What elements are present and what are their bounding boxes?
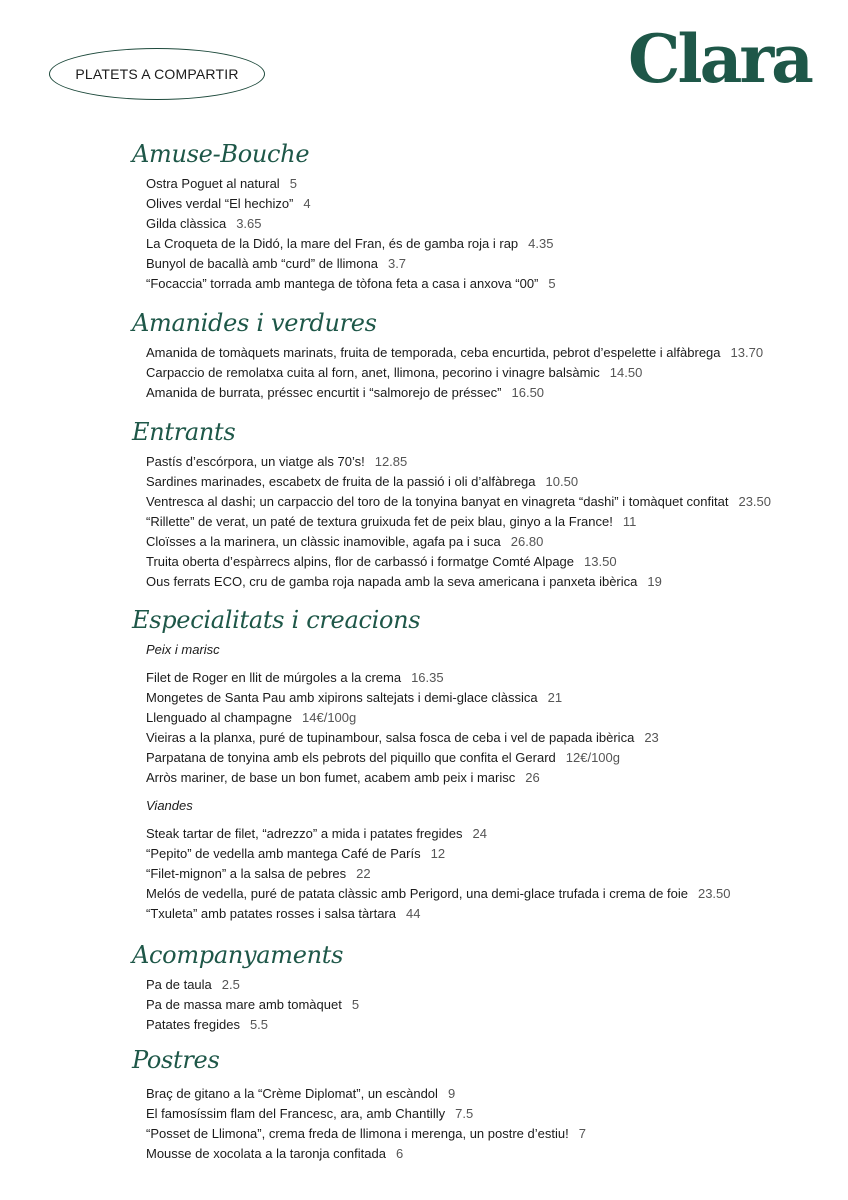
menu-item (146, 1084, 586, 1104)
menu-item (146, 748, 731, 768)
menu-item (146, 904, 731, 924)
menu-item (146, 995, 359, 1015)
item-price: 14.50 (609, 365, 643, 380)
item-name: Cloïsses a la marinera, un clàssic inamovible, agafa pa i suca (146, 534, 501, 549)
menu-item (146, 975, 359, 995)
item-name: Ous ferrats ECO, cru de gamba roja napada amb la seva americana i panxeta ibèrica (146, 574, 638, 589)
item-price: 5 (548, 276, 556, 291)
item-name: Parpatana de tonyina amb els pebrots del piquillo que confita el Gerard (146, 750, 556, 765)
item-price: 6 (395, 1146, 404, 1161)
item-price: 5.5 (249, 1017, 269, 1032)
item-price: 13.70 (730, 345, 764, 360)
item-name: Pa de taula (146, 977, 212, 992)
item-name: Bunyol de bacallà amb “curd” de llimona (146, 256, 378, 271)
item-price: 14€/100g (302, 710, 357, 725)
section-title: Amuse-Bouche (132, 140, 310, 168)
item-price: 11 (622, 514, 637, 529)
item-name: Pa de massa mare amb tomàquet (146, 997, 342, 1012)
item-name: Vieiras a la planxa, puré de tupinambour, salsa fosca de ceba i vel de papada ibèrica (146, 730, 635, 745)
item-price: 3.65 (236, 216, 262, 231)
menu-item (146, 214, 556, 234)
item-name: Filet de Roger en llit de múrgoles a la crema (146, 670, 402, 685)
section-badge: PLATETS A COMPARTIR (49, 48, 265, 100)
section-title: Entrants (132, 418, 236, 446)
menu-item (146, 728, 731, 748)
restaurant-logo: Clara (628, 20, 811, 98)
menu-item (146, 1104, 586, 1124)
item-price: 3.7 (387, 256, 407, 271)
item-name: “Filet-mignon” a la salsa de pebres (146, 866, 347, 881)
menu-item (146, 668, 731, 688)
menu-item (146, 174, 556, 194)
item-name: “Txuleta” amb patates rosses i salsa tàrtara (146, 906, 396, 921)
item-name: La Croqueta de la Didó, la mare del Fran, és de gamba roja i rap (146, 236, 519, 251)
menu-item (146, 688, 731, 708)
menu-item (146, 512, 771, 532)
item-price: 4.35 (528, 236, 554, 251)
item-price: 23.50 (738, 494, 772, 509)
section-title: Acompanyaments (132, 941, 344, 969)
item-name: Braç de gitano a la “Crème Diplomat”, un escàndol (146, 1086, 438, 1101)
item-name: Llenguado al champagne (146, 710, 293, 725)
item-name: Ventresca al dashi; un carpaccio del toro de la tonyina banyat en vinagreta “dashi” i tomàquet confitat (146, 494, 729, 509)
subgroup-title: Peix i marisc (146, 642, 220, 657)
item-name: Patates fregides (146, 1017, 240, 1032)
menu-item (146, 452, 771, 472)
menu-item (146, 1124, 586, 1144)
menu-item (146, 274, 556, 294)
item-price: 13.50 (584, 554, 617, 569)
item-price: 4 (303, 196, 311, 211)
menu-item (146, 383, 763, 403)
subgroup-peix (146, 640, 731, 788)
menu-item (146, 343, 763, 363)
item-name: Carpaccio de remolatxa cuita al forn, anet, llimona, pecorino i vinagre balsàmic (146, 365, 600, 380)
item-name: Amanida de tomàquets marinats, fruita de temporada, ceba encurtida, pebrot d’espelette i alfàbrega (146, 345, 721, 360)
item-price: 26.80 (510, 534, 544, 549)
item-price: 5 (351, 997, 360, 1012)
item-name: “Rillette” de verat, un paté de textura gruixuda fet de peix blau, ginyo a la France! (146, 514, 613, 529)
section-title: Especialitats i creacions (132, 606, 421, 634)
item-name: Ostra Poguet al natural (146, 176, 280, 191)
item-name: “Focaccia” torrada amb mantega de tòfona feta a casa i anxova “00” (146, 276, 539, 291)
item-price: 10.50 (545, 474, 579, 489)
item-price: 26 (525, 770, 540, 785)
section-title: Postres (132, 1046, 220, 1074)
item-price: 23 (644, 730, 659, 745)
item-name: Mongetes de Santa Pau amb xipirons saltejats i demi-glace clàssica (146, 690, 538, 705)
menu-item (146, 844, 731, 864)
menu-item (146, 363, 763, 383)
menu-item (146, 708, 731, 728)
item-price: 7 (578, 1126, 586, 1141)
menu-item (146, 1144, 586, 1164)
menu-item (146, 532, 771, 552)
item-name: “Pepito” de vedella amb mantega Café de París (146, 846, 421, 861)
item-name: Steak tartar de filet, “adrezzo” a mida i patates fregides (146, 826, 463, 841)
item-price: 16.50 (511, 385, 545, 400)
menu-item (146, 492, 771, 512)
item-name: “Posset de Llimona”, crema freda de llimona i merenga, un postre d’estiu! (146, 1126, 569, 1141)
item-name: Olives verdal “El hechizo” (146, 196, 294, 211)
item-name: Sardines marinades, escabetx de fruita de la passió i oli d’alfàbrega (146, 474, 536, 489)
item-name: Arròs mariner, de base un bon fumet, acabem amb peix i marisc (146, 770, 516, 785)
item-price: 2.5 (221, 977, 240, 992)
item-price: 22 (356, 866, 371, 881)
item-name: Pastís d’escórpora, un viatge als 70’s! (146, 454, 365, 469)
menu-item (146, 552, 771, 572)
item-name: Melós de vedella, puré de patata clàssic amb Perigord, una demi-glace trufada i crema de foie (146, 886, 688, 901)
menu-item (146, 472, 771, 492)
item-price: 16.35 (411, 670, 444, 685)
item-price: 24 (472, 826, 487, 841)
menu-item (146, 572, 771, 592)
menu-item (146, 254, 556, 274)
menu-item (146, 884, 731, 904)
subgroup-title: Viandes (146, 798, 193, 813)
item-name: Gilda clàssica (146, 216, 227, 231)
item-price: 7.5 (455, 1106, 474, 1121)
item-price: 5 (289, 176, 297, 191)
menu-item (146, 234, 556, 254)
item-price: 12 (430, 846, 446, 861)
item-name: Truita oberta d’espàrrecs alpins, flor de carbassó i formatge Comté Alpage (146, 554, 575, 569)
item-price: 19 (647, 574, 662, 589)
item-name: El famosíssim flam del Francesc, ara, amb Chantilly (146, 1106, 446, 1121)
item-price: 9 (447, 1086, 456, 1101)
item-price: 21 (547, 690, 563, 705)
item-name: Amanida de burrata, préssec encurtit i “salmorejo de préssec” (146, 385, 502, 400)
section-title: Amanides i verdures (132, 309, 377, 337)
menu-item (146, 864, 731, 884)
item-price: 44 (406, 906, 421, 921)
menu-item (146, 768, 731, 788)
item-name: Mousse de xocolata a la taronja confitada (146, 1146, 386, 1161)
item-price: 12.85 (374, 454, 408, 469)
menu-item (146, 194, 556, 214)
subgroup-viandes (146, 796, 731, 924)
menu-item (146, 1015, 359, 1035)
item-price: 12€/100g (565, 750, 620, 765)
menu-item (146, 824, 731, 844)
item-price: 23.50 (697, 886, 731, 901)
